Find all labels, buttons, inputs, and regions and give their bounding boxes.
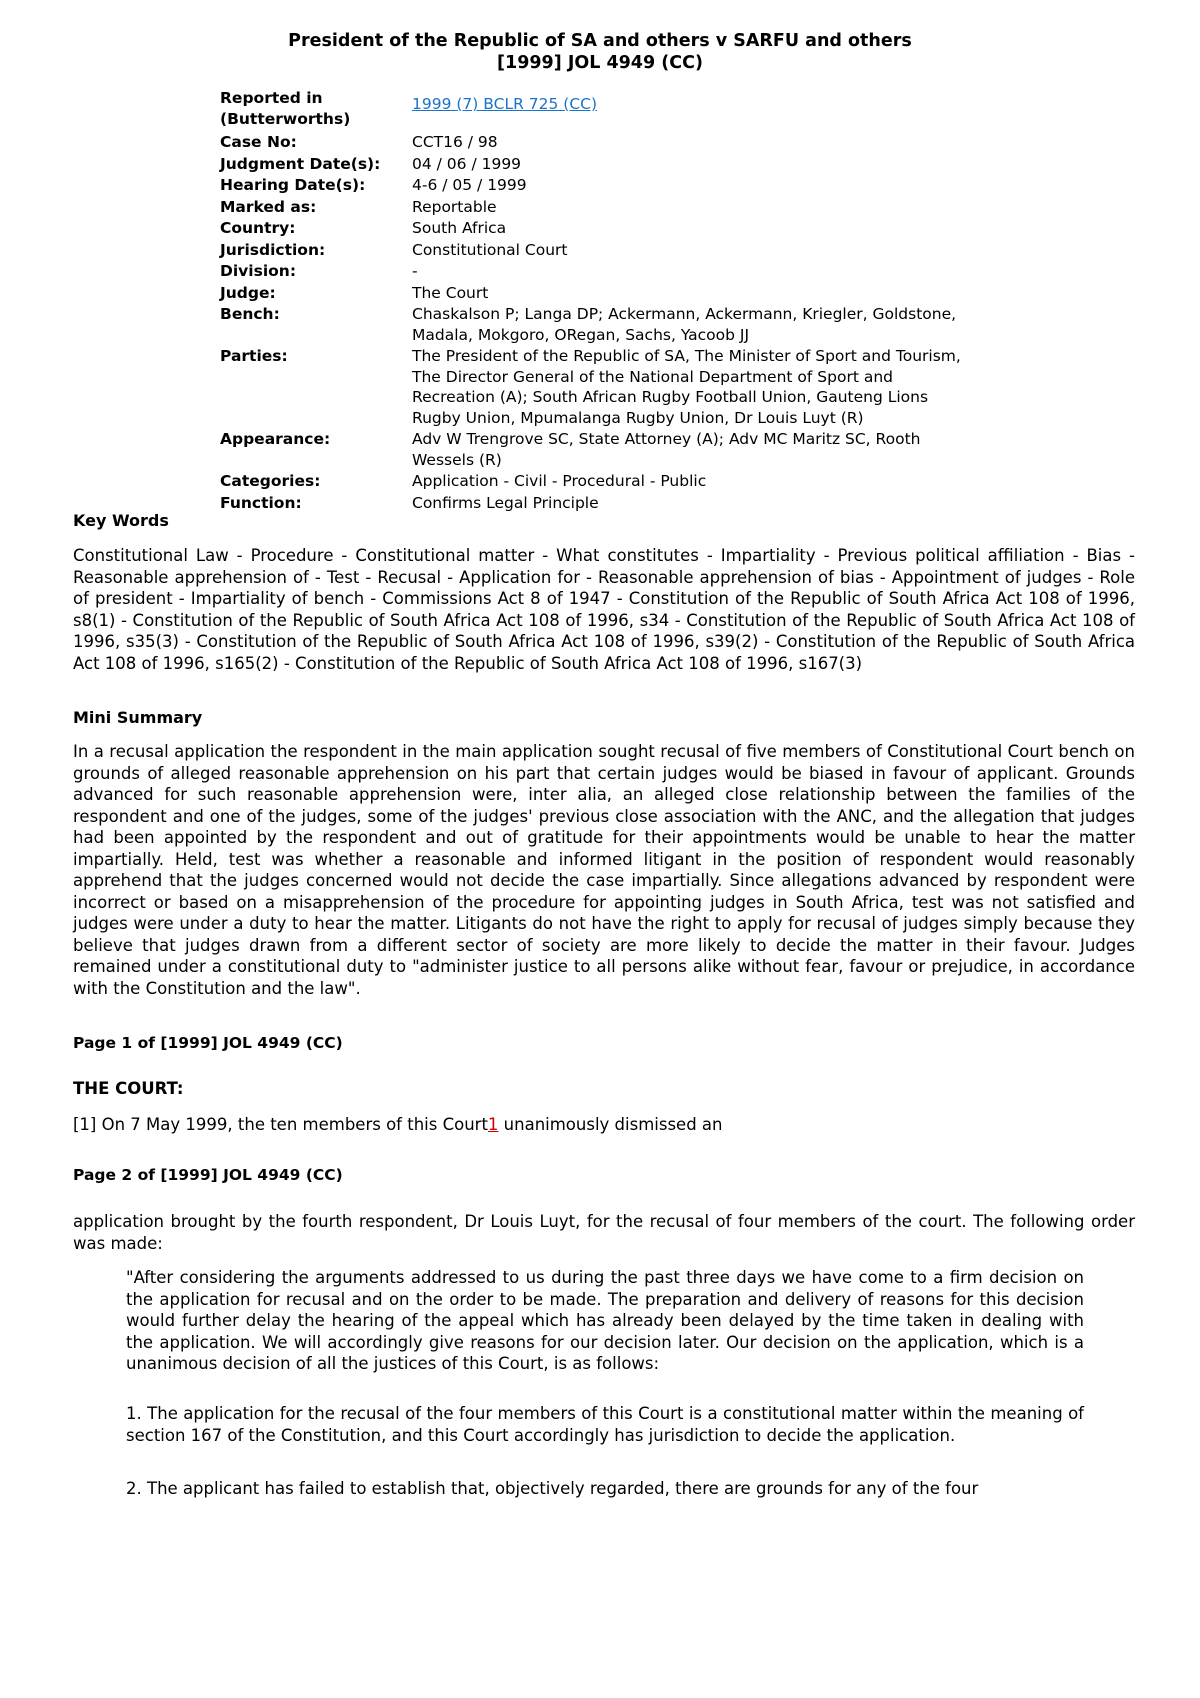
- meta-row: [220, 154, 980, 175]
- footnote-link[interactable]: 1: [487, 1115, 499, 1134]
- paragraph-1: [73, 1114, 1135, 1136]
- meta-label: Jurisdiction:: [220, 240, 326, 259]
- meta-row: [220, 240, 980, 261]
- meta-label: Division:: [220, 262, 297, 280]
- meta-row: [220, 283, 980, 304]
- document-title: President of the Republic of SA and others v SARFU and others: [288, 31, 912, 51]
- meta-row: [220, 346, 980, 428]
- paragraph-1-continued: application brought by the fourth respondent, Dr Louis Luyt, for the recusal of four members of the court. The following order was made:: [73, 1212, 1135, 1253]
- meta-row: [220, 132, 980, 153]
- meta-label-line: (Butterworths): [220, 109, 351, 128]
- meta-value: Chaskalson P; Langa DP; Ackermann, Ackermann, Kriegler, Goldstone, Madala, Mokgoro, ORegan, Sachs, Yacoob JJ: [412, 305, 957, 344]
- meta-label: Judge:: [220, 283, 276, 302]
- meta-label: Appearance:: [220, 430, 331, 448]
- meta-label-line: Reported in: [220, 89, 323, 107]
- meta-value: [412, 88, 972, 129]
- meta-value: 04 / 06 / 1999: [412, 154, 522, 173]
- meta-value: The President of the Republic of SA, The Minister of Sport and Tourism, The Director General of the National Department of Sport and Recreation (A); South African Rugby Football Union, Gauteng Lions Rugby Union, Mpumalanga Rugby Union, Dr Louis Luyt (R): [412, 347, 961, 427]
- order-item-1: 1. The application for the recusal of the four members of this Court is a constitutional matter within the meaning of section 167 of the Constitution, and this Court accordingly has jurisdiction to decide the application.: [126, 1404, 1084, 1445]
- meta-label: Case No:: [220, 133, 297, 151]
- paragraph-1-text-end: unanimously dismissed an: [498, 1115, 723, 1134]
- meta-value: Application - Civil - Procedural - Public: [412, 472, 707, 490]
- meta-row: [220, 175, 980, 196]
- key-words-heading: Key Words: [73, 511, 169, 530]
- meta-value: CCT16 / 98: [412, 133, 498, 151]
- meta-label: Judgment Date(s):: [220, 154, 381, 173]
- citation-title: [1999] JOL 4949 (CC): [497, 53, 703, 73]
- meta-row: [220, 304, 980, 345]
- meta-row: [220, 471, 980, 492]
- key-words-text: Constitutional Law - Procedure - Constitutional matter - What constitutes - Impartiality - Previous political affiliation - Bias - Reasonable apprehension of - Test - Recusal - Application for - Reasonable apprehension of bias - Appointment of judges - Role of president - Impartiality of bench - Commissions Act 8 of 1947 - Constitution of the Republic of South Africa Act 108 of 1996, s8(1) - Constitution of the Republic of South Africa Act 108 of 1996, s34 - Constitution of the Republic of South Africa Act 108 of 1996, s35(3) - Constitution of the Republic of South Africa Act 108 of 1996, s39(2) - Constitution of the Republic of South Africa Act 108 of 1996, s165(2) - Constitution of the Republic of South Africa Act 108 of 1996, s167(3): [73, 546, 1135, 673]
- mini-summary-text: In a recusal application the respondent in the main application sought recusal of five members of Constitutional Court bench on grounds of alleged reasonable apprehension on his part that certain judges would be biased in favour of applicant. Grounds advanced for such reasonable apprehension were, inter alia, an alleged close relationship between the families of the respondent and one of the judges, some of the judges' previous close association with the ANC, and the allegation that judges had been appointed by the respondent and out of gratitude for their appointments would be unable to hear the matter impartially. Held, test was whether a reasonable and informed litigant in the position of respondent would reasonably apprehend that the judges concerned would not decide the case impartially. Since allegations advanced by respondent were incorrect or based on a misapprehension of the procedure for appointing judges in South Africa, test was not satisfied and judges were under a duty to hear the matter. Litigants do not have the right to apply for recusal of judges simply because they believe that judges drawn from a different sector of society are more likely to decide the matter in their favour. Judges remained under a constitutional duty to "administer justice to all persons alike without fear, favour or prejudice, in accordance with the Constitution and the law".: [73, 742, 1135, 998]
- meta-label: Parties:: [220, 347, 288, 365]
- meta-value: The Court: [412, 283, 489, 302]
- order-quote-paragraph: "After considering the arguments addressed to us during the past three days we have come to a firm decision on the application for recusal and on the order to be made. The preparation and delivery of reasons for this decision would further delay the hearing of the appeal which has already been delayed by the time taken in dealing with the application. We will accordingly give reasons for our decision later. Our decision on the application, which is a unanimous decision of all the justices of this Court, is as follows:: [126, 1268, 1084, 1373]
- meta-label: Bench:: [220, 305, 280, 323]
- meta-label: Hearing Date(s):: [220, 176, 366, 194]
- meta-row: [220, 493, 980, 514]
- meta-value: 4-6 / 05 / 1999: [412, 176, 527, 194]
- meta-value: South Africa: [412, 219, 507, 237]
- order-item-2: 2. The applicant has failed to establish that, objectively regarded, there are grounds for any of the four: [126, 1479, 979, 1498]
- mini-summary-heading: Mini Summary: [73, 708, 203, 727]
- meta-rows: [220, 132, 980, 513]
- meta-row: [220, 429, 980, 470]
- meta-label: Categories:: [220, 472, 321, 490]
- meta-value: -: [412, 262, 418, 280]
- case-metadata-table: [220, 88, 980, 514]
- meta-row: [220, 218, 980, 239]
- meta-value: Constitutional Court: [412, 240, 568, 259]
- meta-value: Reportable: [412, 197, 497, 216]
- meta-row: [220, 261, 980, 282]
- meta-row: [220, 197, 980, 218]
- meta-label: Country:: [220, 219, 296, 237]
- paragraph-1-text: [1] On 7 May 1999, the ten members of this Court: [73, 1115, 488, 1134]
- meta-label: Function:: [220, 493, 302, 512]
- meta-label: [220, 88, 412, 129]
- meta-value: Adv W Trengrove SC, State Attorney (A); Adv MC Maritz SC, Rooth Wessels (R): [412, 430, 921, 469]
- meta-value: Confirms Legal Principle: [412, 493, 599, 512]
- reported-in-link[interactable]: 1999 (7) BCLR 725 (CC): [412, 95, 598, 113]
- meta-label: Marked as:: [220, 197, 317, 216]
- court-heading: THE COURT:: [73, 1079, 184, 1098]
- meta-row-reported: [220, 88, 980, 129]
- page-2-header: Page 2 of [1999] JOL 4949 (CC): [73, 1166, 343, 1184]
- page-1-header: Page 1 of [1999] JOL 4949 (CC): [73, 1034, 343, 1052]
